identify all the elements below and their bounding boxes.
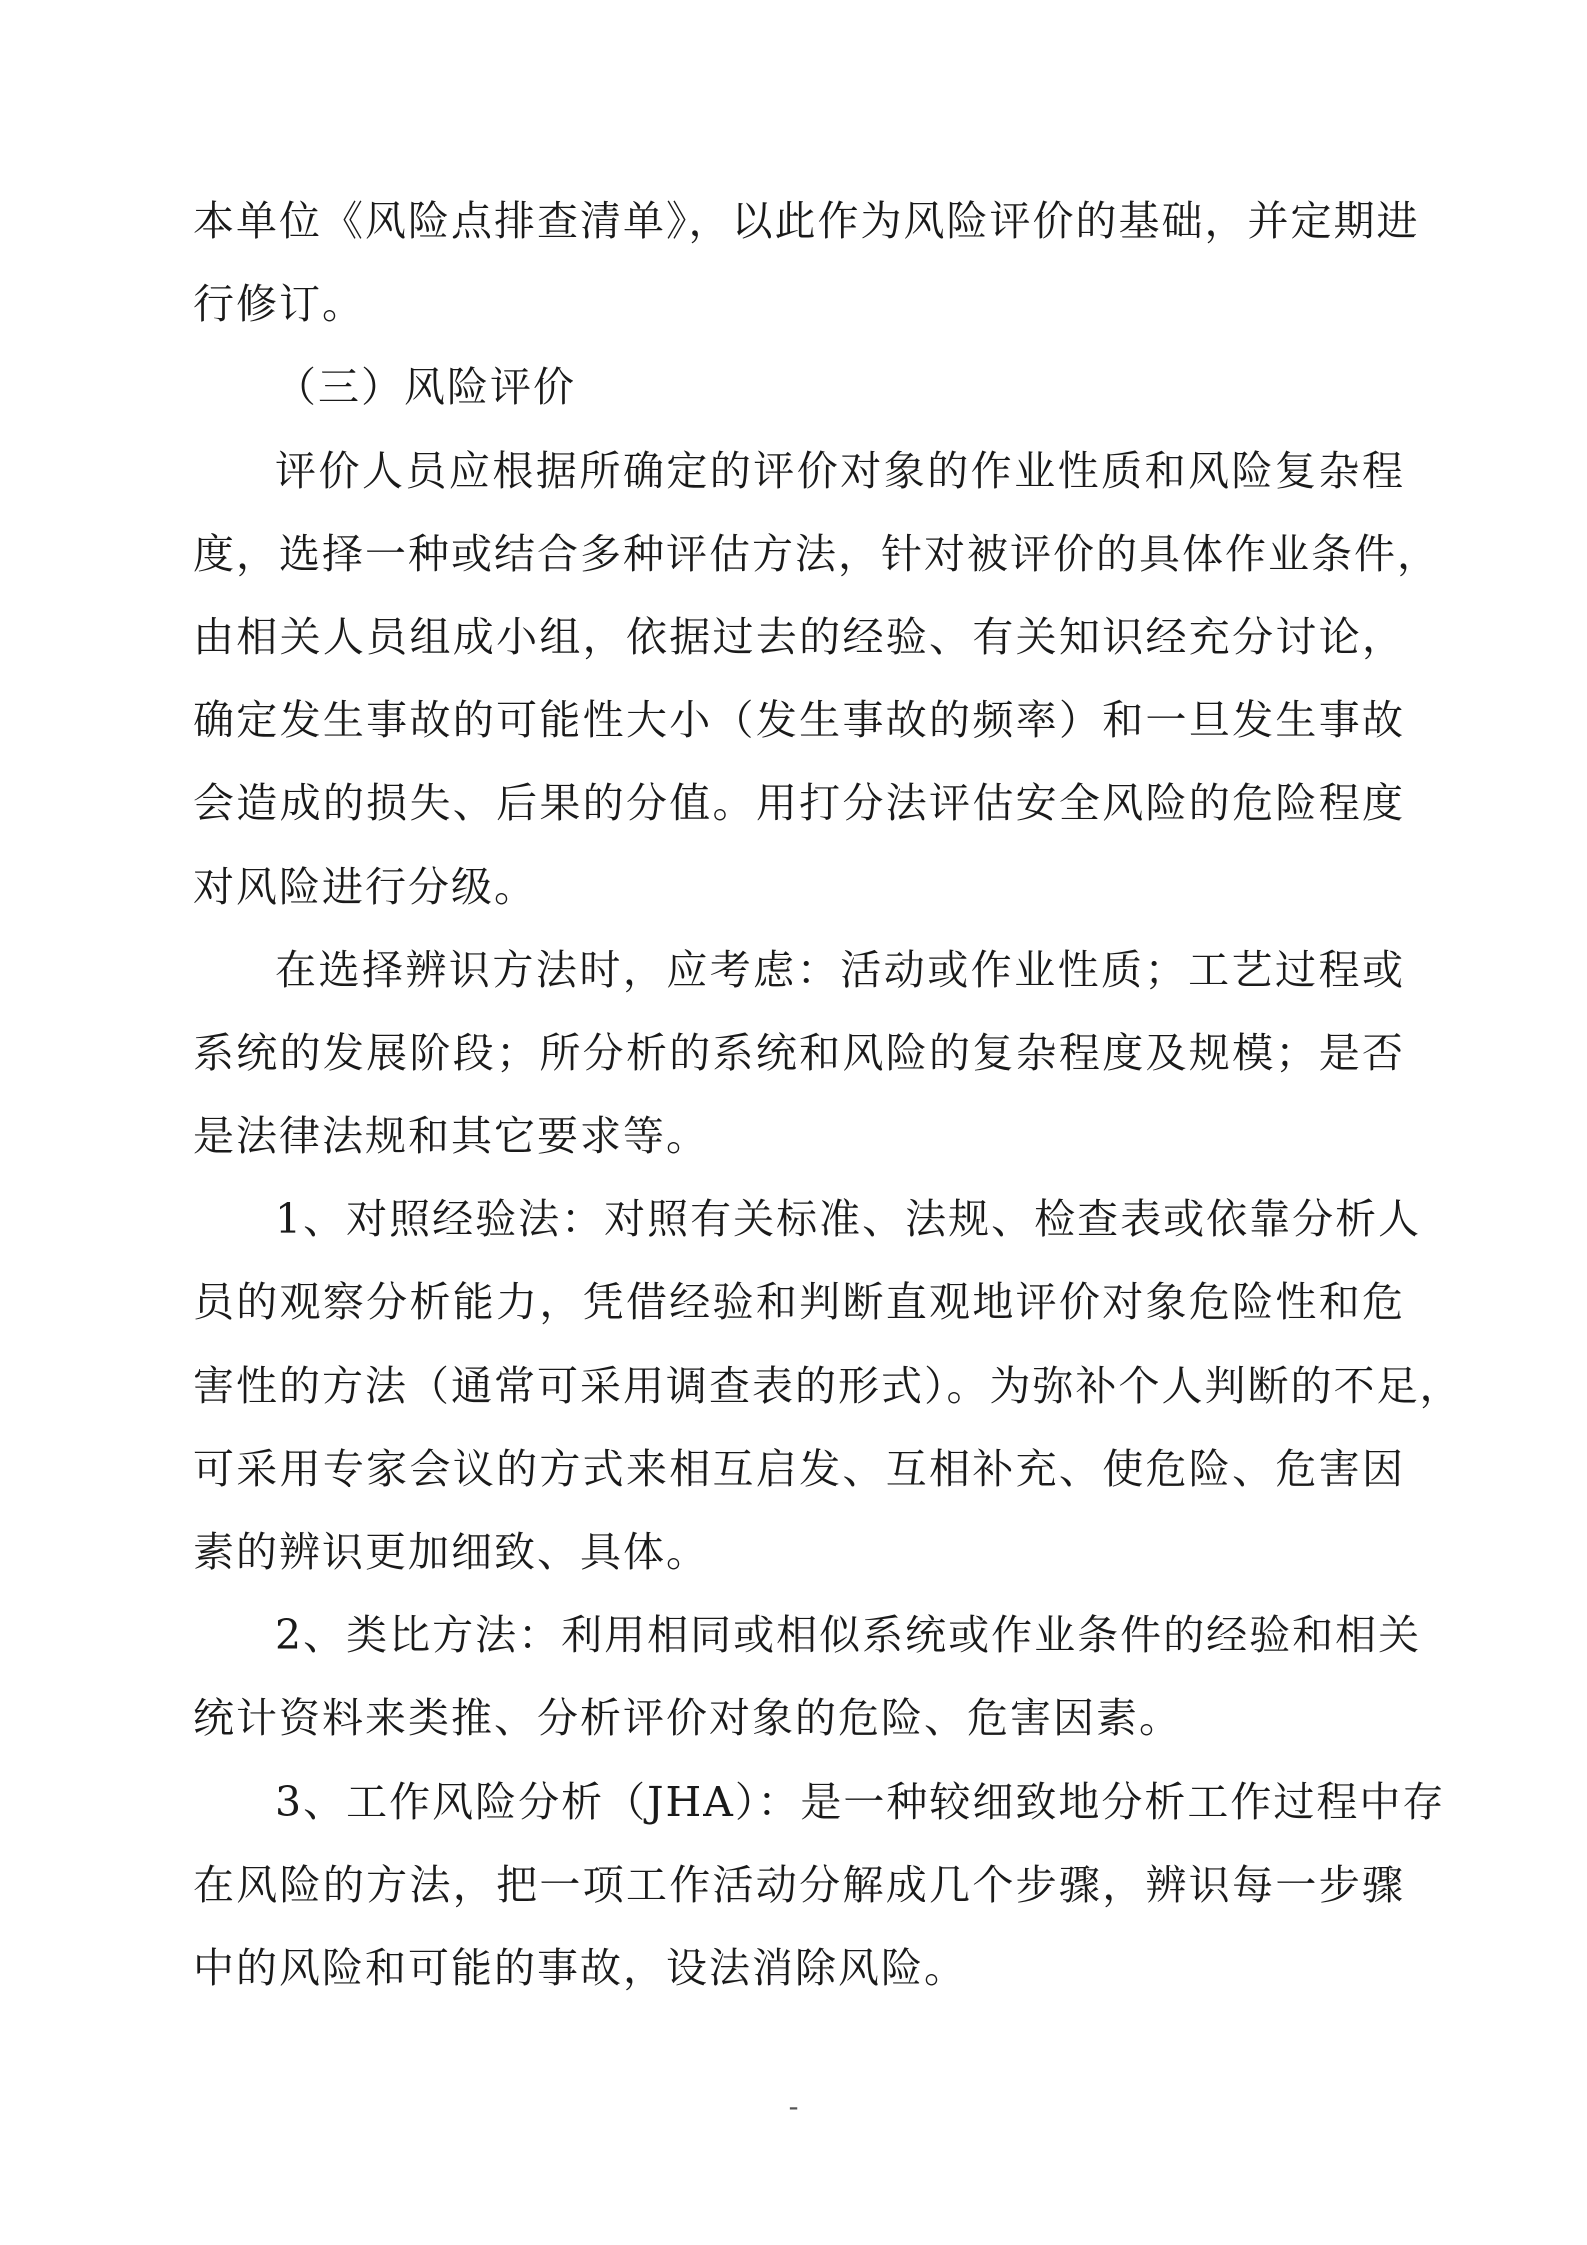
text-line: 1、对照经验法：对照有关标准、法规、检查表或依靠分析人 (275, 1195, 1422, 1244)
text-line: 是法律法规和其它要求等。 (193, 1112, 709, 1161)
text-line: 由相关人员组成小组，依据过去的经验、有关知识经充分讨论， (193, 612, 1405, 661)
text-line: 度，选择一种或结合多种评估方法，针对被评价的具体作业条件， (193, 529, 1440, 578)
text-line: 害性的方法（通常可采用调查表的形式）。为弥补个人判断的不足， (193, 1361, 1463, 1410)
text-line: 素的辨识更加细致、具体。 (193, 1528, 709, 1576)
text-line: 2、类比方法：利用相同或相似系统或作业条件的经验和相关 (275, 1611, 1422, 1660)
text-line: 行修订。 (193, 280, 365, 329)
text-line: 本单位《风险点排查清单》，以此作为风险评价的基础，并定期进 (193, 197, 1420, 245)
text-line: 在选择辨识方法时，应考虑：活动或作业性质；工艺过程或 (275, 945, 1405, 994)
text-line: 会造成的损失、后果的分值。用打分法评估安全风险的危险程度 (193, 779, 1405, 828)
text-line: 系统的发展阶段；所分析的系统和风险的复杂程度及规模；是否 (193, 1028, 1405, 1077)
text-line: 3、工作风险分析（JHA）：是一种较细致地分析工作过程中存 (275, 1777, 1446, 1826)
text-line: 对风险进行分级。 (193, 862, 537, 911)
page-number: - (788, 2090, 799, 2123)
text-line: 确定发生事故的可能性大小（发生事故的频率）和一旦发生事故 (193, 696, 1405, 745)
text-line: 统计资料来类推、分析评价对象的危险、危害因素。 (193, 1694, 1182, 1743)
text-line: 在风险的方法，把一项工作活动分解成几个步骤，辨识每一步骤 (193, 1860, 1405, 1909)
text-line: 员的观察分析能力，凭借经验和判断直观地评价对象危险性和危 (193, 1278, 1405, 1327)
section-heading: （三）风险评价 (275, 363, 576, 412)
text-line: 可采用专家会议的方式来相互启发、互相补充、使危险、危害因 (193, 1444, 1405, 1493)
text-line: 评价人员应根据所确定的评价对象的作业性质和风险复杂程 (275, 446, 1405, 495)
body-text (193, 180, 1463, 2010)
text-line: 中的风险和可能的事故，设法消除风险。 (193, 1943, 967, 1992)
